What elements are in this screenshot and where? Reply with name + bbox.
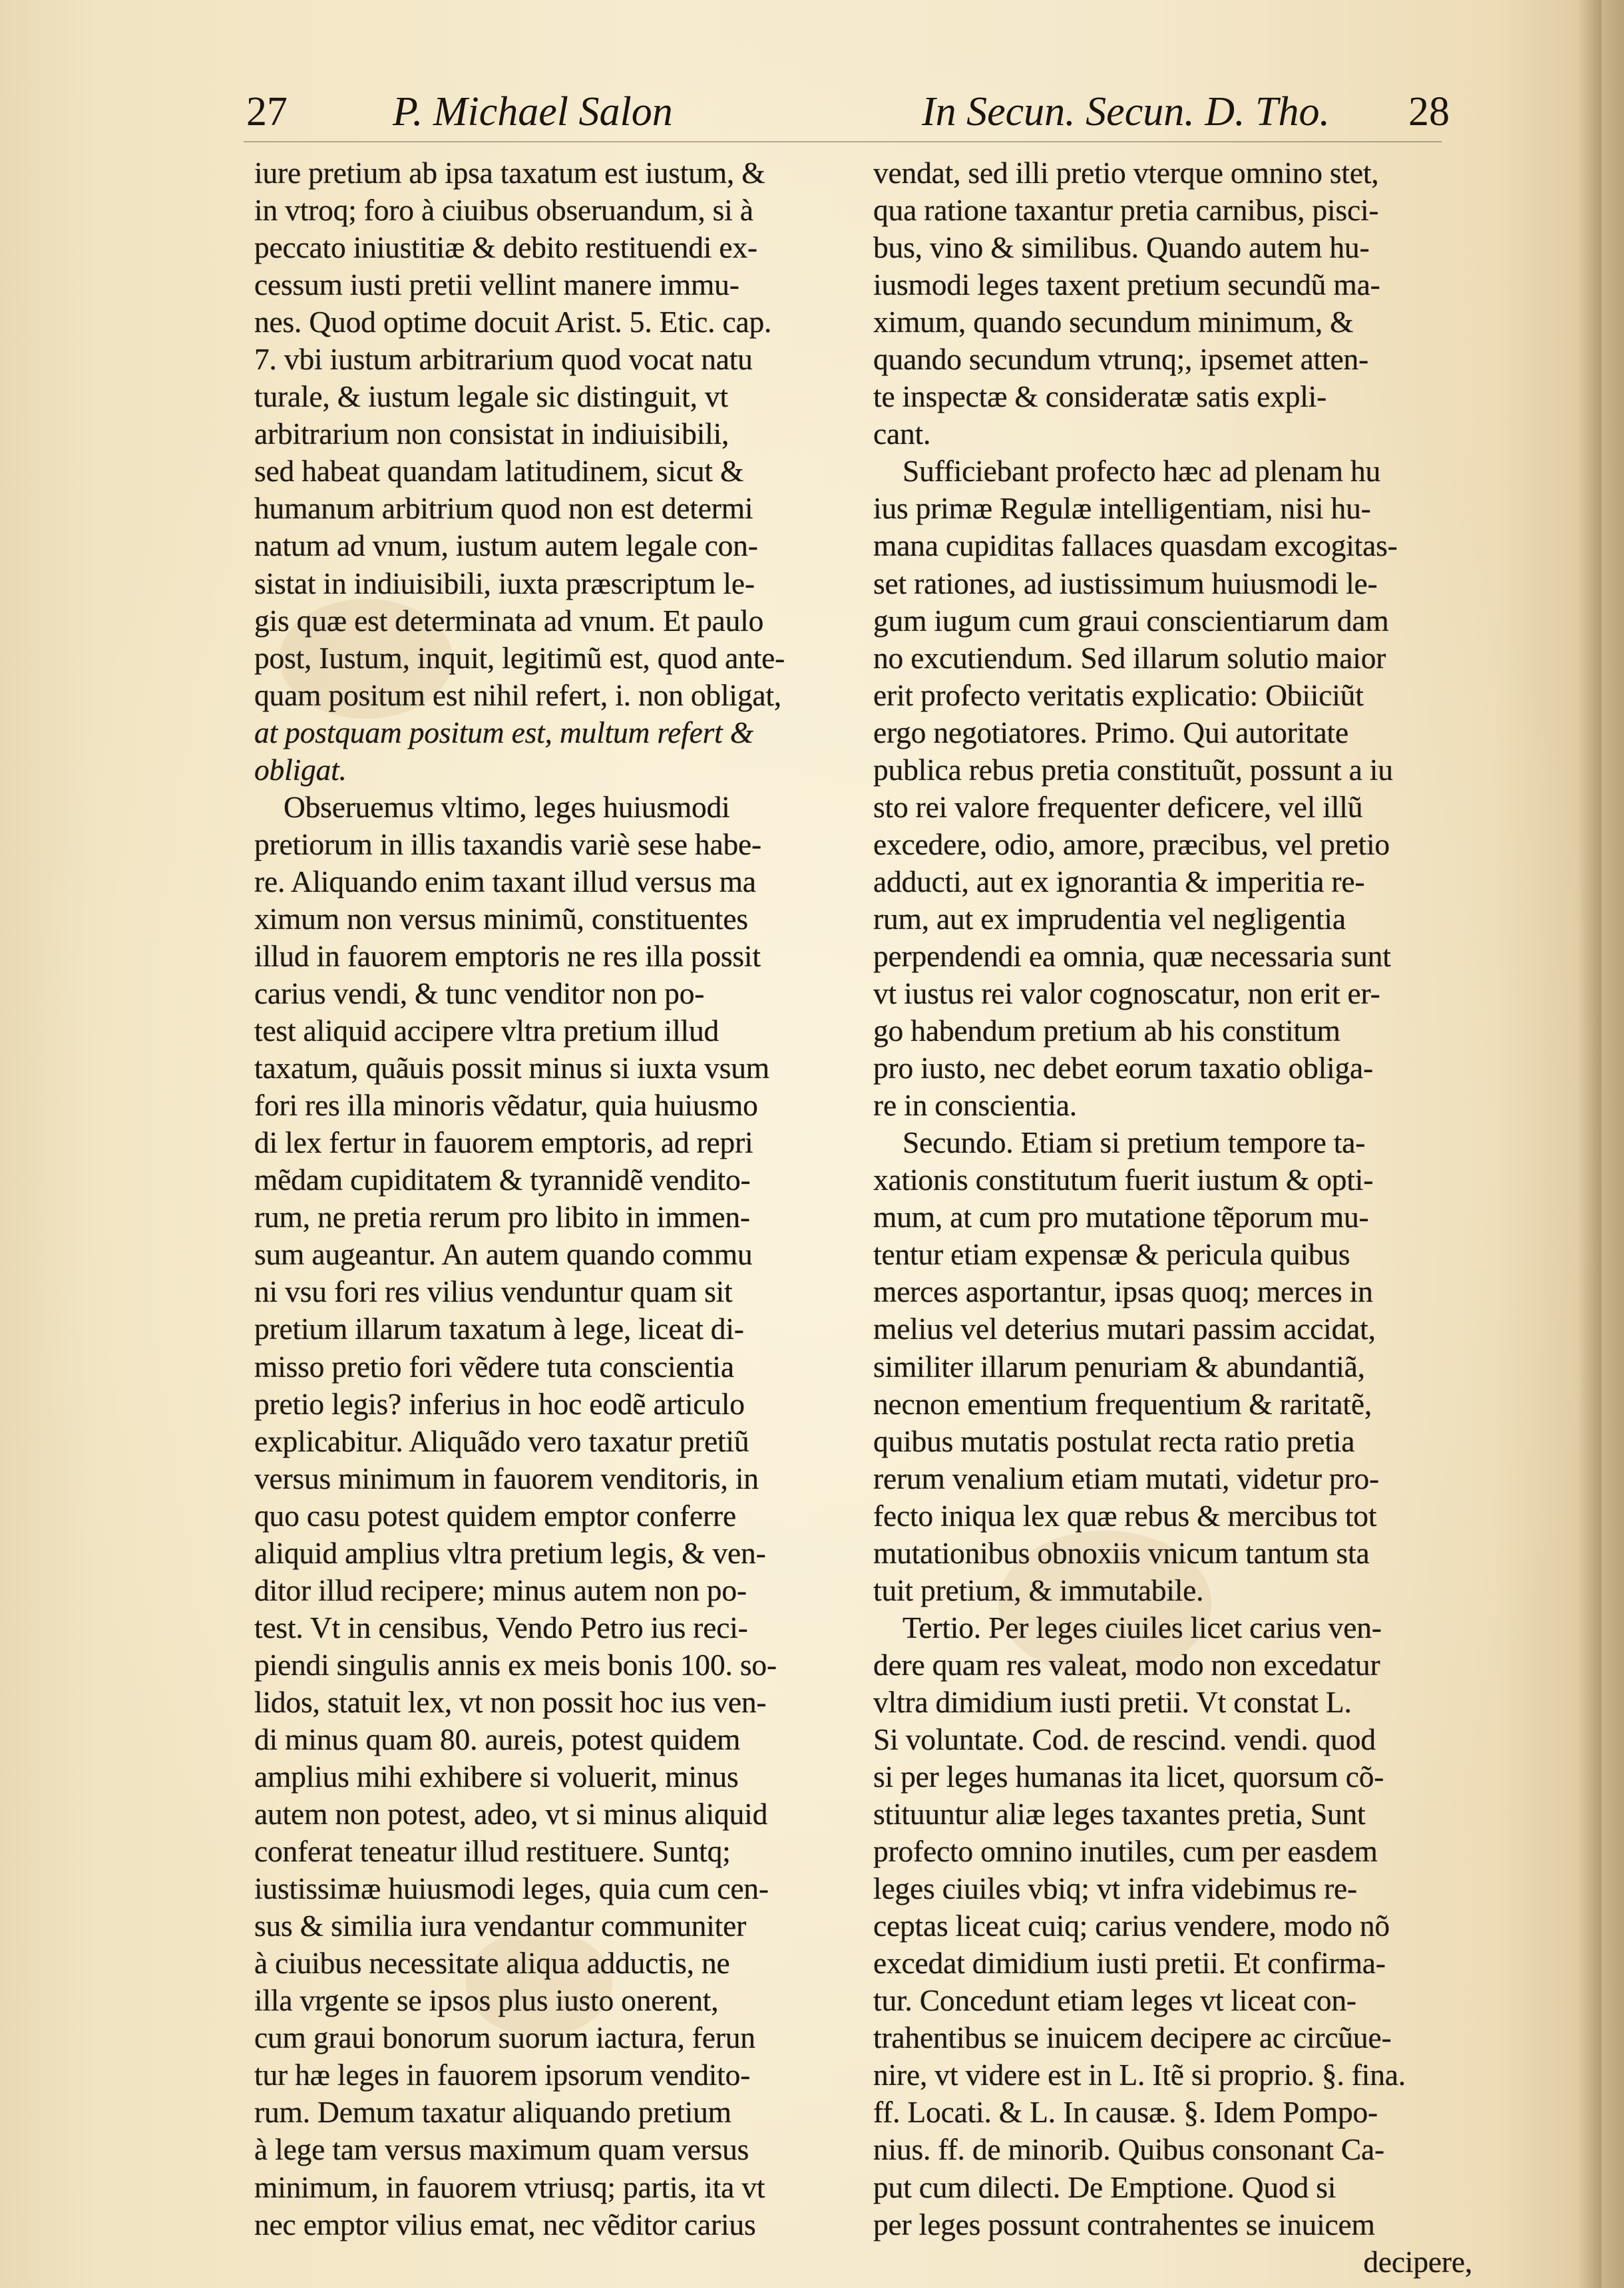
text-line: Tertio. Per leges ciuiles licet carius ven- <box>903 1610 1382 1644</box>
text-line: rerum venalium etiam mutati, videtur pro- <box>873 1461 1380 1495</box>
text-line: illa vrgente se ipsos plus iusto onerent, <box>254 1983 719 2018</box>
text-line: illud in fauorem emptoris ne res illa possit <box>254 938 761 973</box>
text-line: fori res illa minoris vẽdatur, quia huiusmo <box>254 1088 758 1123</box>
text-line: minimum, in fauorem vtriusq; partis, ita vt <box>254 2170 765 2204</box>
text-line: merces asportantur, ipsas quoq; merces in <box>873 1274 1373 1309</box>
text-line: ximum non versus minimũ, constituentes <box>254 901 748 936</box>
text-line: publica rebus pretia constituũt, possunt a iu <box>873 752 1393 787</box>
next-page-edge <box>1601 0 1624 2288</box>
text-line: erit profecto veritatis explicatio: Obiiciũt <box>873 677 1364 712</box>
text-line: si per leges humanas ita licet, quorsum cõ- <box>873 1760 1384 1794</box>
text-line: nes. Quod optime docuit Arist. 5. Etic. cap. <box>254 305 772 339</box>
text-line: xationis constitutum fuerit iustum & opti- <box>873 1163 1374 1197</box>
text-line: taxatum, quãuis possit minus si iuxta vsum <box>254 1051 769 1085</box>
text-line: cum graui bonorum suorum iactura, ferun <box>254 2020 755 2055</box>
text-line: cant. <box>873 417 931 451</box>
text-line: re. Aliquando enim taxant illud versus ma <box>254 864 756 898</box>
text-line: pro iusto, nec debet eorum taxatio obliga- <box>873 1051 1373 1085</box>
text-line: di lex fertur in fauorem emptoris, ad repri <box>254 1125 753 1160</box>
text-line: iusmodi leges taxent pretium secundũ ma- <box>873 268 1380 302</box>
text-line: post, Iustum, inquit, legitimũ est, quod ante- <box>254 640 785 675</box>
text-line: vltra dimidium iusti pretii. Vt constat L. <box>873 1684 1352 1719</box>
text-line: tuit pretium, & immutabile. <box>873 1573 1204 1607</box>
text-line: à ciuibus necessitate aliqua adductis, ne <box>254 1946 730 1981</box>
text-line: ff. Locati. & L. In causæ. §. Idem Pompo- <box>873 2095 1378 2130</box>
text-line: rum. Demum taxatur aliquando pretium <box>254 2095 731 2130</box>
right-folio: 28 <box>1408 89 1450 134</box>
text-line: quibus mutatis postulat recta ratio pretia <box>873 1424 1355 1458</box>
text-line: versus minimum in fauorem venditoris, in <box>254 1461 759 1495</box>
text-line: te inspectæ & consideratæ satis expli- <box>873 379 1327 414</box>
text-line: trahentibus se inuicem decipere ac circũue- <box>873 2020 1392 2055</box>
text-line: aliquid amplius vltra pretium legis, & ven- <box>254 1535 766 1570</box>
text-line: ni vsu fori res vilius venduntur quam sit <box>254 1274 733 1309</box>
text-line: adducti, aut ex ignorantia & imperitia re- <box>873 864 1365 898</box>
text-line: peccato iniustitiæ & debito restituendi ex- <box>254 230 757 265</box>
text-line: misso pretio fori vẽdere tuta conscientia <box>254 1349 734 1384</box>
text-line: carius vendi, & tunc venditor non po- <box>254 976 705 1011</box>
text-line: explicabitur. Aliquãdo vero taxatur pretiũ <box>254 1424 749 1458</box>
text-line: ditor illud recipere; minus autem non po- <box>254 1573 747 1607</box>
text-line: 7. vbi iustum arbitrarium quod vocat natu <box>254 342 753 377</box>
text-line: natum ad vnum, iustum autem legale con- <box>254 528 758 563</box>
text-line: profecto omnino inutiles, cum per easdem <box>873 1834 1378 1869</box>
text-line: test. Vt in censibus, Vendo Petro ius reci- <box>254 1610 748 1644</box>
text-line: melius vel deterius mutari passim accidat, <box>873 1312 1376 1346</box>
text-line: nire, vt videre est in L. Itẽ si proprio. §. fina. <box>873 2058 1406 2092</box>
text-line: Sufficiebant profecto hæc ad plenam hu <box>903 454 1381 488</box>
text-line: arbitrarium non consistat in indiuisibili, <box>254 417 729 451</box>
text-line: pretium illarum taxatum à lege, liceat di- <box>254 1312 744 1346</box>
text-line: nec emptor vilius emat, nec vẽditor carius <box>254 2207 756 2241</box>
text-line: iustissimæ huiusmodi leges, quia cum cen- <box>254 1871 769 1906</box>
text-line: go habendum pretium ab his constitum <box>873 1014 1340 1048</box>
text-line: bus, vino & similibus. Quando autem hu- <box>873 230 1370 265</box>
text-line: amplius mihi exhibere si voluerit, minus <box>254 1760 739 1794</box>
text-line: mutationibus obnoxiis vnicum tantum sta <box>873 1535 1370 1570</box>
text-line: quam positum est nihil refert, i. non obligat, <box>254 677 781 712</box>
text-line: turale, & iustum legale sic distinguit, vt <box>254 379 728 414</box>
text-line: excedat dimidium iusti pretii. Et confirma- <box>873 1946 1386 1981</box>
text-line: tentur etiam expensæ & pericula quibus <box>873 1237 1350 1272</box>
text-line: quando secundum vtrunq;, ipsemet atten- <box>873 342 1369 377</box>
text-line: lidos, statuit lex, vt non possit hoc ius ven- <box>254 1684 767 1719</box>
text-line: rum, ne pretia rerum pro libito in immen- <box>254 1200 750 1235</box>
text-line: vt iustus rei valor cognoscatur, non erit er- <box>873 976 1380 1011</box>
text-line: no excutiendum. Sed illarum solutio maior <box>873 640 1386 675</box>
text-line: perpendendi ea omnia, quæ necessaria sunt <box>873 938 1391 973</box>
text-line: Si voluntate. Cod. de rescind. vendi. quod <box>873 1722 1376 1756</box>
text-line: ximum, quando secundum minimum, & <box>873 305 1354 339</box>
text-line: vendat, sed illi pretio vterque omnino stet, <box>873 156 1379 190</box>
text-line: ius primæ Regulæ intelligentiam, nisi hu- <box>873 491 1371 526</box>
right-text-column <box>873 154 1472 2281</box>
text-line: conferat teneatur illud restituere. Suntq; <box>254 1834 731 1869</box>
text-line: qua ratione taxantur pretia carnibus, pisci- <box>873 193 1379 228</box>
text-line: cessum iusti pretii vellint manere immu- <box>254 268 739 302</box>
right-running-head: In Secun. Secun. D. Tho. <box>922 89 1330 134</box>
text-line: di minus quam 80. aureis, potest quidem <box>254 1722 741 1756</box>
text-line: tur. Concedunt etiam leges vt liceat con- <box>873 1983 1356 2018</box>
text-line: gis quæ est determinata ad vnum. Et paulo <box>254 603 764 638</box>
text-line: at postquam positum est, multum refert & <box>254 715 753 749</box>
left-running-head: P. Michael Salon <box>393 89 673 134</box>
text-line: nius. ff. de minorib. Quibus consonant Ca- <box>873 2132 1384 2167</box>
text-line: mana cupiditas fallaces quasdam excogitas- <box>873 528 1398 563</box>
text-line: ceptas liceat cuiq; carius vendere, modo nõ <box>873 1909 1390 1943</box>
text-line: stituuntur aliæ leges taxantes pretia, Sunt <box>873 1797 1366 1831</box>
header-rule <box>244 141 1442 142</box>
text-line: tur hæ leges in fauorem ipsorum vendito- <box>254 2058 751 2092</box>
text-line: pretiorum in illis taxandis variè sese habe- <box>254 827 761 861</box>
text-line: set rationes, ad iustissimum huiusmodi le- <box>873 566 1378 600</box>
text-line: necnon ementium frequentium & raritatẽ, <box>873 1386 1372 1421</box>
text-line: Secundo. Etiam si pretium tempore ta- <box>903 1125 1366 1160</box>
text-line: rum, aut ex imprudentia vel negligentia <box>873 901 1346 936</box>
text-line: gum iugum cum graui conscientiarum dam <box>873 603 1389 638</box>
text-line: put cum dilecti. De Emptione. Quod si <box>873 2170 1336 2204</box>
text-line: dere quam res valeat, modo non excedatur <box>873 1647 1380 1682</box>
left-text-column <box>254 154 853 2243</box>
text-line: fecto iniqua lex quæ rebus & mercibus tot <box>873 1498 1377 1533</box>
text-line: sum augeantur. An autem quando commu <box>254 1237 753 1272</box>
text-line: autem non potest, adeo, vt si minus aliquid <box>254 1797 768 1831</box>
text-line: piendi singulis annis ex meis bonis 100. so- <box>254 1647 777 1682</box>
text-line: per leges possunt contrahentes se inuicem <box>873 2207 1375 2241</box>
text-line: in vtroq; foro à ciuibus obseruandum, si à <box>254 193 753 228</box>
text-line: sus & similia iura vendantur communiter <box>254 1909 747 1943</box>
text-line: similiter illarum penuriam & abundantiã, <box>873 1349 1365 1384</box>
left-folio: 27 <box>246 89 288 134</box>
text-line: mẽdam cupiditatem & tyrannidẽ vendito- <box>254 1163 751 1197</box>
text-line: decipere, <box>1363 2244 1472 2279</box>
text-line: iure pretium ab ipsa taxatum est iustum, & <box>254 156 765 190</box>
text-line: test aliquid accipere vltra pretium illud <box>254 1014 719 1048</box>
text-line: pretio legis? inferius in hoc eodẽ articulo <box>254 1386 745 1421</box>
text-line: ergo negotiatores. Primo. Qui autoritate <box>873 715 1348 749</box>
text-line: excedere, odio, amore, præcibus, vel pretio <box>873 827 1390 861</box>
text-line: sistat in indiuisibili, iuxta præscriptum le- <box>254 566 755 600</box>
text-line: obligat. <box>254 752 347 787</box>
text-line: quo casu potest quidem emptor conferre <box>254 1498 736 1533</box>
text-line: mum, at cum pro mutatione tẽporum mu- <box>873 1200 1369 1235</box>
text-line: leges ciuiles vbiq; vt infra videbimus re- <box>873 1871 1357 1906</box>
text-line: à lege tam versus maximum quam versus <box>254 2132 749 2167</box>
text-line: sed habeat quandam latitudinem, sicut & <box>254 454 744 488</box>
text-line: humanum arbitrium quod non est determi <box>254 491 753 526</box>
text-line: sto rei valore frequenter deficere, vel illũ <box>873 789 1363 824</box>
text-line: re in conscientia. <box>873 1088 1077 1123</box>
text-line: Obseruemus vltimo, leges huiusmodi <box>284 789 730 824</box>
